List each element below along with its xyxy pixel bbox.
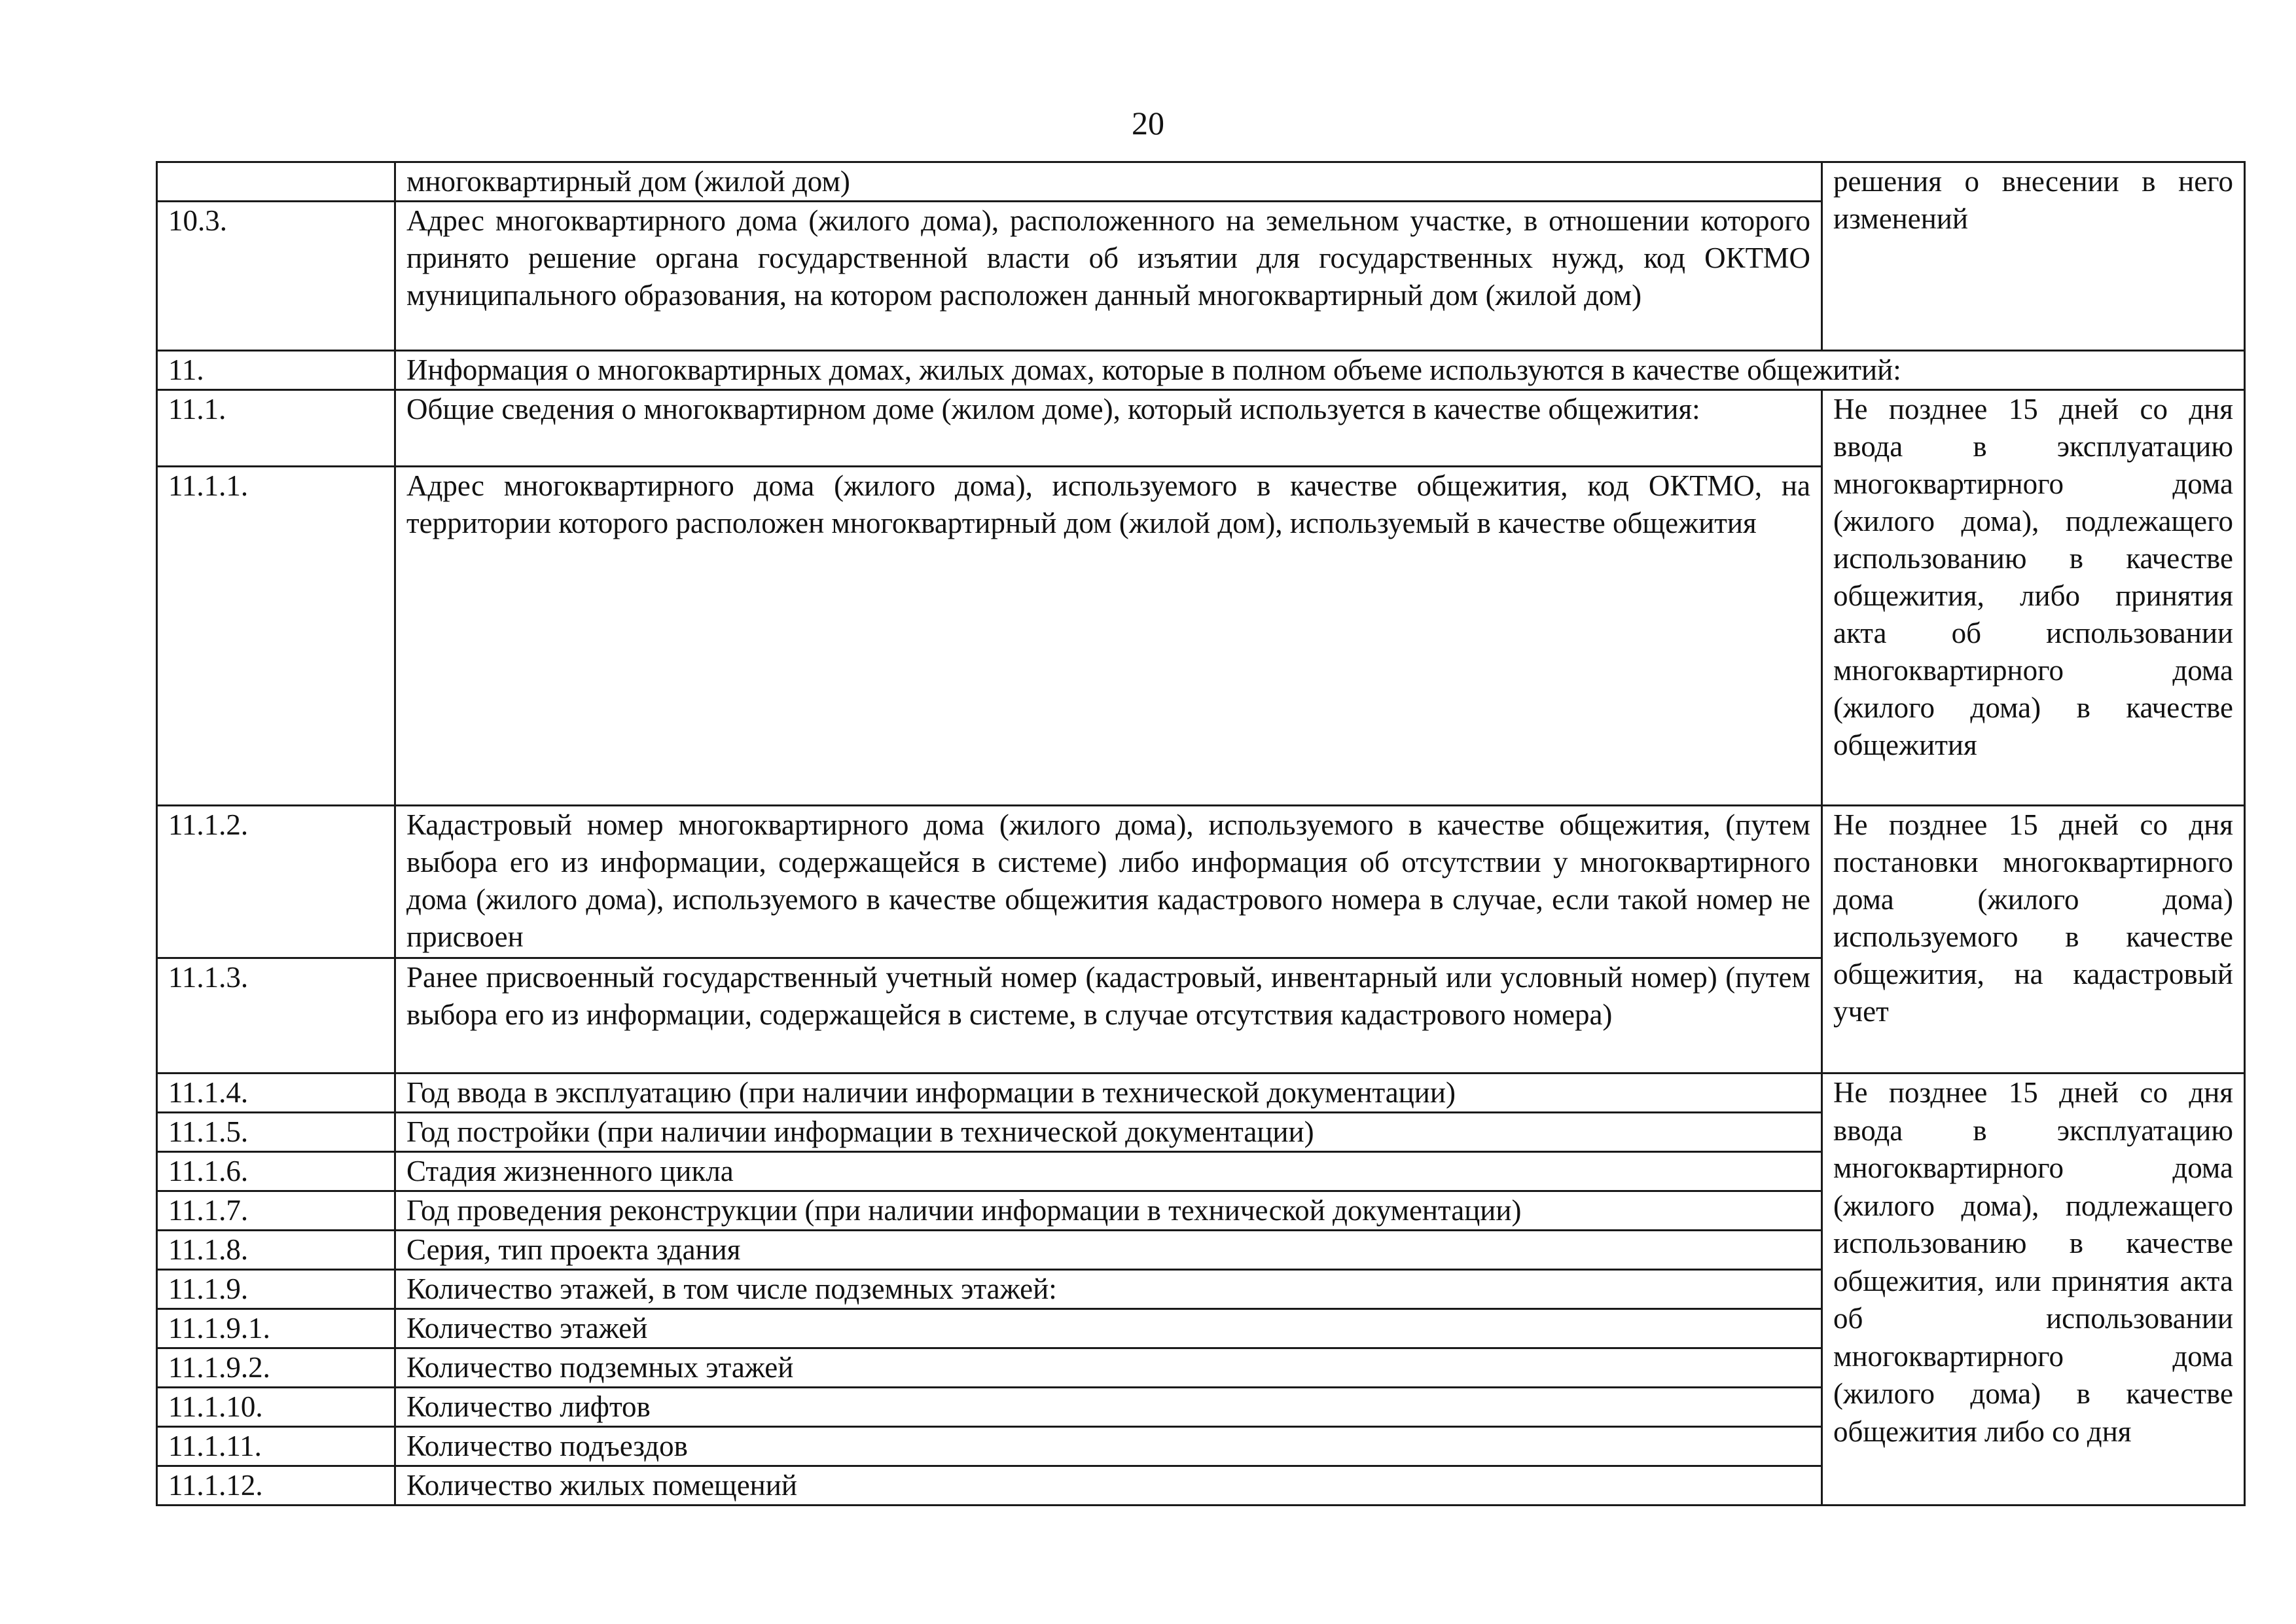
row-number: 11. — [157, 351, 395, 390]
row-number: 10.3. — [157, 202, 395, 351]
table-row — [157, 351, 2245, 390]
row-description: Ранее присвоенный государственный учетный номер (кадастровый, инвентарный или условный номер) (путем выбора его из информации, содержащейся в системе, в случае отсутствия кадастрового номера) — [395, 958, 1822, 1074]
row-description: Год ввода в эксплуатацию (при наличии информации в технической документации) — [395, 1074, 1822, 1113]
row-number: 11.1.11. — [157, 1427, 395, 1466]
row-description: Серия, тип проекта здания — [395, 1231, 1822, 1270]
row-description: Количество жилых помещений — [395, 1466, 1822, 1506]
row-description: Адрес многоквартирного дома (жилого дома), используемого в качестве общежития, код ОКТМО, на территории которого расположен многоквартирный дом (жилой дом), используемый в качестве общежития — [395, 467, 1822, 806]
table-row — [157, 162, 2245, 202]
row-number: 11.1.12. — [157, 1466, 395, 1506]
table-row — [157, 390, 2245, 467]
row-description: Количество подъездов — [395, 1427, 1822, 1466]
row-description: многоквартирный дом (жилой дом) — [395, 162, 1822, 202]
row-number: 11.1.2. — [157, 806, 395, 958]
row-number: 11.1.9.2. — [157, 1348, 395, 1388]
row-description: Количество подземных этажей — [395, 1348, 1822, 1388]
section-heading: Информация о многоквартирных домах, жилых домах, которые в полном объеме используются в качестве общежитий: — [395, 351, 2245, 390]
row-number: 11.1. — [157, 390, 395, 467]
row-number: 11.1.10. — [157, 1388, 395, 1427]
row-number: 11.1.1. — [157, 467, 395, 806]
row-deadline: Не позднее 15 дней со дня ввода в эксплуатацию многоквартирного дома (жилого дома), подлежащего использованию в качестве общежития, или принятия акта об использовании многоквартирного дома (жилого дома) в качестве общежития либо со дня — [1822, 1074, 2245, 1506]
row-number: 11.1.6. — [157, 1152, 395, 1191]
row-description: Год постройки (при наличии информации в технической документации) — [395, 1113, 1822, 1152]
table-row — [157, 806, 2245, 958]
row-description: Количество этажей, в том числе подземных этажей: — [395, 1270, 1822, 1309]
row-description: Количество этажей — [395, 1309, 1822, 1348]
row-deadline: Не позднее 15 дней со дня постановки многоквартирного дома (жилого дома) используемого в качестве общежития, на кадастровый учет — [1822, 806, 2245, 1074]
row-description: Адрес многоквартирного дома (жилого дома), расположенного на земельном участке, в отношении которого принято решение органа государственной власти об изъятии для государственных нужд, код ОКТМО муниципального образования, на котором расположен данный многоквартирный дом (жилой дом) — [395, 202, 1822, 351]
row-number: 11.1.8. — [157, 1231, 395, 1270]
row-number — [157, 162, 395, 202]
row-deadline: решения о внесении в него изменений — [1822, 162, 2245, 351]
row-description: Кадастровый номер многоквартирного дома (жилого дома), используемого в качестве общежития, (путем выбора его из информации, содержащейся в системе) либо информация об отсутствии у многоквартирного дома (жилого дома), используемого в качестве общежития кадастрового номера в случае, если такой номер не присвоен — [395, 806, 1822, 958]
row-number: 11.1.9.1. — [157, 1309, 395, 1348]
row-number: 11.1.5. — [157, 1113, 395, 1152]
table-row — [157, 1074, 2245, 1113]
row-description: Стадия жизненного цикла — [395, 1152, 1822, 1191]
row-description: Общие сведения о многоквартирном доме (жилом доме), который используется в качестве общежития: — [395, 390, 1822, 467]
row-description: Количество лифтов — [395, 1388, 1822, 1427]
page-number: 20 — [1132, 105, 1164, 141]
row-description: Год проведения реконструкции (при наличии информации в технической документации) — [395, 1191, 1822, 1231]
row-number: 11.1.7. — [157, 1191, 395, 1231]
row-number: 11.1.3. — [157, 958, 395, 1074]
row-deadline: Не позднее 15 дней со дня ввода в эксплуатацию многоквартирного дома (жилого дома), подлежащего использованию в качестве общежития, либо принятия акта об использовании многоквартирного дома (жилого дома) в качестве общежития — [1822, 390, 2245, 806]
row-number: 11.1.9. — [157, 1270, 395, 1309]
row-number: 11.1.4. — [157, 1074, 395, 1113]
requirements-table — [156, 161, 2246, 1506]
